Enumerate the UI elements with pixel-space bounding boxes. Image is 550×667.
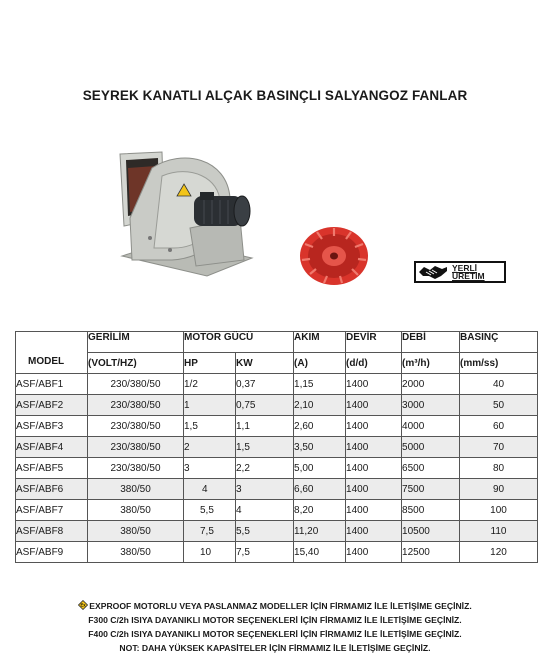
cell-rpm: 1400	[346, 479, 402, 500]
cell-kw: 0,37	[236, 374, 294, 395]
cell-flow: 7500	[402, 479, 460, 500]
cell-amp: 8,20	[294, 500, 346, 521]
cell-volt: 230/380/50	[88, 437, 184, 458]
col-header-devir: DEVİR	[346, 332, 402, 353]
cell-flow: 2000	[402, 374, 460, 395]
atex-ex-icon	[78, 600, 88, 610]
cell-hp: 1/2	[184, 374, 236, 395]
cell-flow: 10500	[402, 521, 460, 542]
cell-rpm: 1400	[346, 395, 402, 416]
cell-model: ASF/ABF6	[16, 479, 88, 500]
cell-model: ASF/ABF4	[16, 437, 88, 458]
note-line3: F400 C/2h ISIYA DAYANIKLI MOTOR SEÇENEKLERİ İÇİN FİRMAMIZ İLE İLETİŞİME GEÇİNİZ.	[88, 629, 462, 639]
cell-volt: 380/50	[88, 500, 184, 521]
cell-model: ASF/ABF2	[16, 395, 88, 416]
cell-volt: 380/50	[88, 521, 184, 542]
cell-hp: 1	[184, 395, 236, 416]
cell-kw: 4	[236, 500, 294, 521]
cell-press: 80	[460, 458, 538, 479]
col-header-motor: MOTOR GÜCÜ	[184, 332, 294, 353]
cell-kw: 1,5	[236, 437, 294, 458]
cell-volt: 230/380/50	[88, 395, 184, 416]
cell-flow: 6500	[402, 458, 460, 479]
cell-rpm: 1400	[346, 374, 402, 395]
cell-press: 70	[460, 437, 538, 458]
svg-text:Ex: Ex	[80, 602, 86, 608]
cell-rpm: 1400	[346, 437, 402, 458]
cell-press: 110	[460, 521, 538, 542]
cell-volt: 230/380/50	[88, 416, 184, 437]
cell-press: 120	[460, 542, 538, 563]
cell-flow: 12500	[402, 542, 460, 563]
cell-rpm: 1400	[346, 542, 402, 563]
cell-model: ASF/ABF9	[16, 542, 88, 563]
table-row	[16, 521, 538, 542]
cell-volt: 230/380/50	[88, 458, 184, 479]
col-header-basinc: BASINÇ	[460, 332, 538, 353]
cell-amp: 1,15	[294, 374, 346, 395]
unit-hp: HP	[184, 353, 236, 374]
impeller-wheel-image	[296, 222, 372, 286]
cell-rpm: 1400	[346, 521, 402, 542]
note-line2: F300 C/2h ISIYA DAYANIKLI MOTOR SEÇENEKLERİ İÇİN FİRMAMIZ İLE İLETİŞİME GEÇİNİZ.	[88, 615, 462, 625]
cell-model: ASF/ABF8	[16, 521, 88, 542]
col-header-debi: DEBİ	[402, 332, 460, 353]
table-row	[16, 500, 538, 521]
cell-flow: 5000	[402, 437, 460, 458]
cell-hp: 5,5	[184, 500, 236, 521]
cell-kw: 2,2	[236, 458, 294, 479]
table-row	[16, 374, 538, 395]
cell-model: ASF/ABF7	[16, 500, 88, 521]
handshake-icon	[418, 263, 448, 281]
unit-devir: (d/d)	[346, 353, 402, 374]
cell-volt: 380/50	[88, 542, 184, 563]
cell-press: 60	[460, 416, 538, 437]
table-row	[16, 416, 538, 437]
note-line1: EXPROOF MOTORLU VEYA PASLANMAZ MODELLER İÇİN FİRMAMIZ İLE İLETİŞİME GEÇİNİZ.	[89, 601, 472, 611]
cell-amp: 6,60	[294, 479, 346, 500]
note-exproof	[0, 599, 550, 613]
cell-kw: 1,1	[236, 416, 294, 437]
table-row	[16, 542, 538, 563]
cell-hp: 1,5	[184, 416, 236, 437]
cell-hp: 2	[184, 437, 236, 458]
cell-amp: 11,20	[294, 521, 346, 542]
unit-gerilim: (VOLT/HZ)	[88, 353, 184, 374]
unit-debi: (m³/h)	[402, 353, 460, 374]
cell-press: 90	[460, 479, 538, 500]
unit-akim: (A)	[294, 353, 346, 374]
table-row	[16, 479, 538, 500]
cell-kw: 3	[236, 479, 294, 500]
unit-kw: KW	[236, 353, 294, 374]
table-row	[16, 437, 538, 458]
spec-table	[15, 331, 538, 563]
badge-line1: YERLİ	[452, 262, 478, 273]
cell-press: 100	[460, 500, 538, 521]
table-row	[16, 395, 538, 416]
col-header-gerilim: GERİLİM	[88, 332, 184, 353]
centrifugal-fan-image	[112, 148, 262, 278]
cell-kw: 5,5	[236, 521, 294, 542]
unit-basinc: (mm/ss)	[460, 353, 538, 374]
cell-rpm: 1400	[346, 458, 402, 479]
cell-flow: 3000	[402, 395, 460, 416]
cell-amp: 15,40	[294, 542, 346, 563]
col-header-model: MODEL	[16, 332, 88, 374]
cell-model: ASF/ABF5	[16, 458, 88, 479]
cell-rpm: 1400	[346, 416, 402, 437]
cell-amp: 2,60	[294, 416, 346, 437]
cell-amp: 5,00	[294, 458, 346, 479]
cell-amp: 3,50	[294, 437, 346, 458]
cell-flow: 8500	[402, 500, 460, 521]
table-row	[16, 458, 538, 479]
cell-kw: 7,5	[236, 542, 294, 563]
cell-model: ASF/ABF3	[16, 416, 88, 437]
cell-hp: 7,5	[184, 521, 236, 542]
cell-press: 40	[460, 374, 538, 395]
cell-flow: 4000	[402, 416, 460, 437]
note-line4: NOT: DAHA YÜKSEK KAPASİTELER İÇİN FİRMAMIZ İLE İLETİŞİME GEÇİNİZ.	[119, 643, 431, 653]
cell-hp: 4	[184, 479, 236, 500]
cell-volt: 380/50	[88, 479, 184, 500]
cell-volt: 230/380/50	[88, 374, 184, 395]
cell-press: 50	[460, 395, 538, 416]
cell-hp: 10	[184, 542, 236, 563]
cell-kw: 0,75	[236, 395, 294, 416]
local-production-badge	[414, 261, 506, 283]
cell-amp: 2,10	[294, 395, 346, 416]
cell-rpm: 1400	[346, 500, 402, 521]
cell-model: ASF/ABF1	[16, 374, 88, 395]
footnotes	[0, 599, 550, 655]
badge-line2: ÜRETİM	[452, 271, 485, 281]
page-title: SEYREK KANATLI ALÇAK BASINÇLI SALYANGOZ FANLAR	[82, 88, 468, 103]
col-header-akim: AKIM	[294, 332, 346, 353]
cell-hp: 3	[184, 458, 236, 479]
